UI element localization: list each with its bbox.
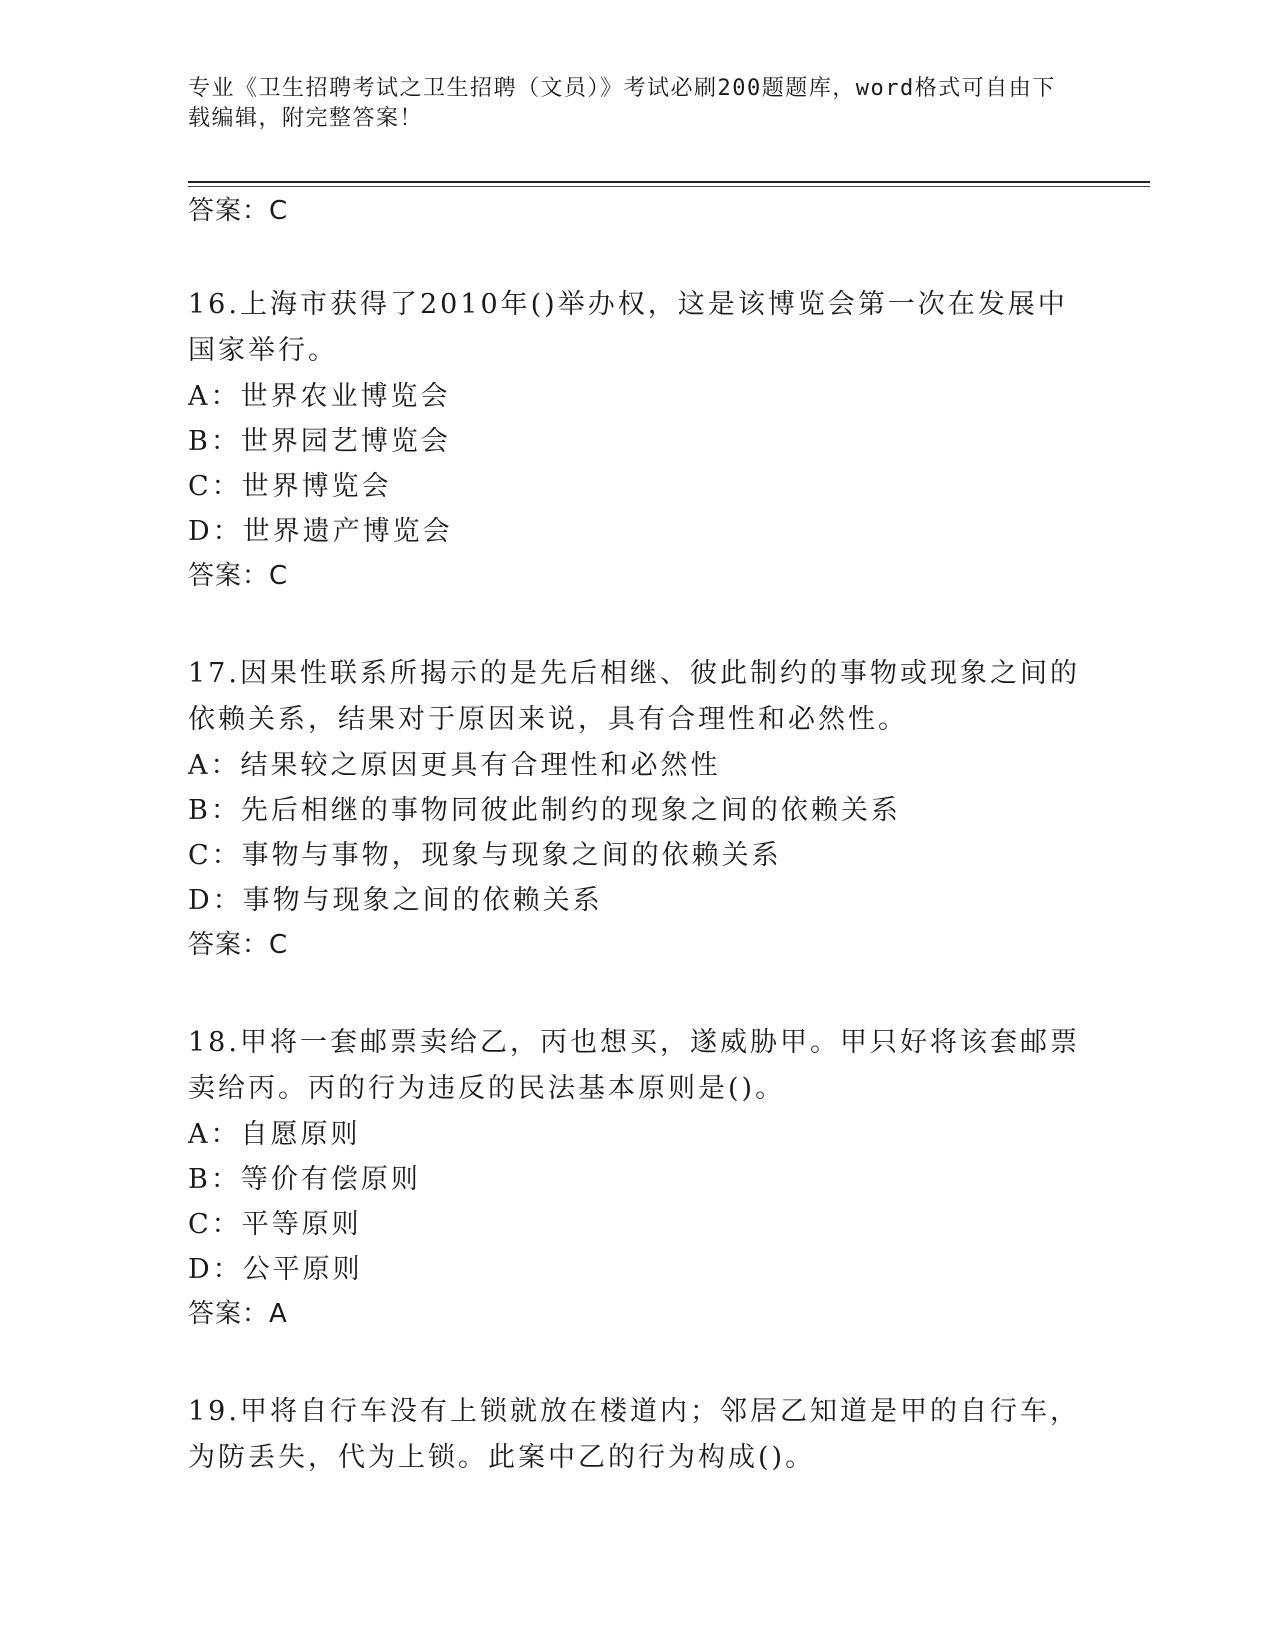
- question-answer: 答案：C: [188, 930, 289, 960]
- previous-answer: 答案：C: [188, 196, 289, 226]
- option-a: A：自愿原则: [188, 1119, 361, 1150]
- option-b: B：先后相继的事物同彼此制约的现象之间的依赖关系: [188, 795, 901, 826]
- option-d: D：世界遗产博览会: [188, 516, 453, 547]
- header-divider-thin: [188, 186, 1150, 187]
- question-17: [188, 651, 1088, 968]
- option-a: A：结果较之原因更具有合理性和必然性: [188, 750, 721, 781]
- option-c: C：事物与事物，现象与现象之间的依赖关系: [188, 840, 782, 871]
- option-d: D：事物与现象之间的依赖关系: [188, 885, 603, 916]
- question-stem: 18.甲将一套邮票卖给乙，丙也想买，遂威胁甲。甲只好将该套邮票卖给丙。丙的行为违反的民法基本原则是()。: [188, 1027, 1080, 1104]
- question-answer: 答案：C: [188, 561, 289, 591]
- question-stem: 16.上海市获得了2010年()举办权，这是该博览会第一次在发展中国家举行。: [188, 289, 1068, 366]
- option-c: C：世界博览会: [188, 471, 392, 502]
- question-stem: 19.甲将自行车没有上锁就放在楼道内；邻居乙知道是甲的自行车，为防丢失，代为上锁。此案中乙的行为构成()。: [188, 1396, 1080, 1473]
- header-divider-thick: [188, 181, 1150, 183]
- document-header: 专业《卫生招聘考试之卫生招聘（文员）》考试必刷200题题库，word格式可自由下载编辑，附完整答案！: [188, 76, 1056, 131]
- option-d: D：公平原则: [188, 1254, 363, 1285]
- option-b: B：等价有偿原则: [188, 1164, 421, 1195]
- question-answer: 答案：A: [188, 1299, 288, 1329]
- question-16: [188, 282, 1088, 599]
- option-b: B：世界园艺博览会: [188, 426, 451, 457]
- option-a: A：世界农业博览会: [188, 381, 451, 412]
- question-19: [188, 1389, 1088, 1481]
- question-stem: 17.因果性联系所揭示的是先后相继、彼此制约的事物或现象之间的依赖关系，结果对于原因来说，具有合理性和必然性。: [188, 658, 1080, 735]
- option-c: C：平等原则: [188, 1209, 362, 1240]
- document-body: [188, 192, 1088, 1481]
- question-18: [188, 1020, 1088, 1337]
